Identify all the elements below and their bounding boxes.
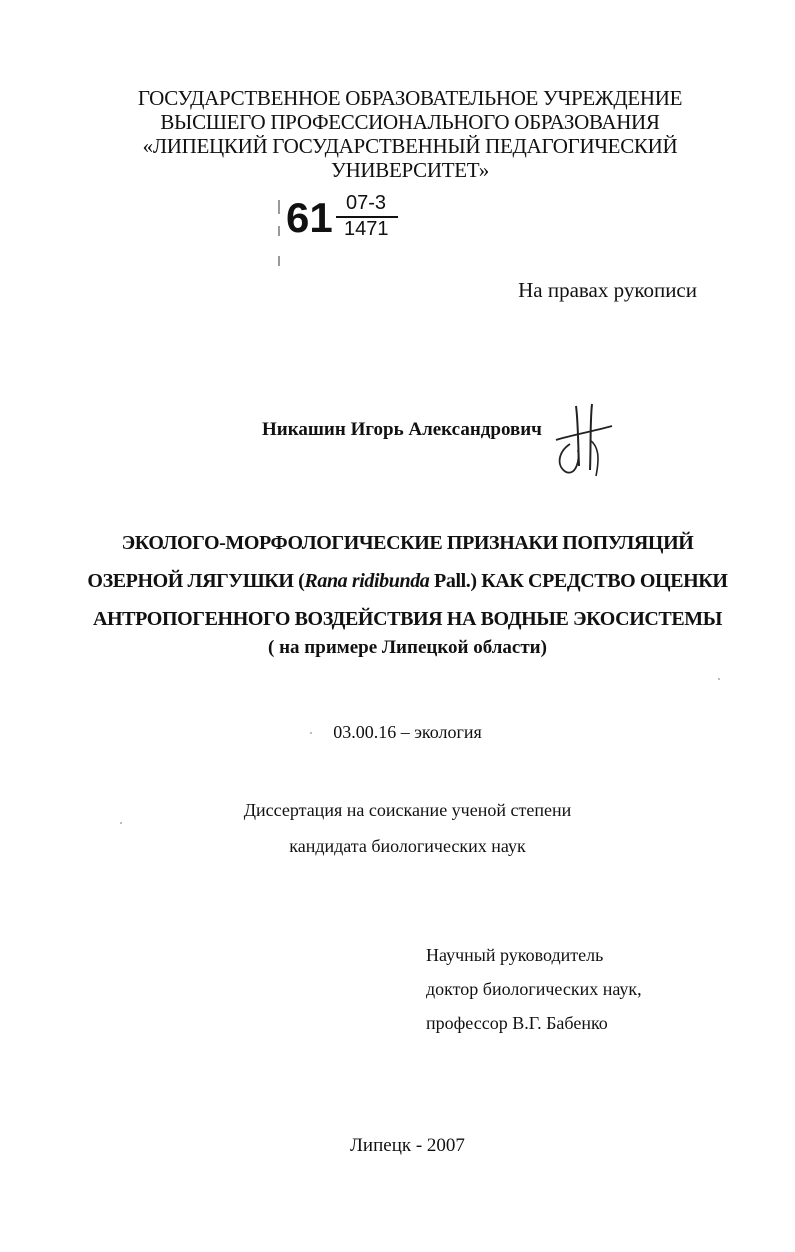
scan-speck [120, 822, 122, 824]
species-name: Rana ridibunda [304, 570, 430, 592]
margin-tick-mark [278, 200, 280, 214]
archive-code-denominator: 1471 [344, 218, 389, 240]
archive-code-stamp [286, 192, 426, 244]
supervisor-block [426, 938, 642, 1040]
specialty-code: 03.00.16 – экология [333, 722, 482, 742]
title-line [60, 562, 755, 600]
archive-code-numerator: 07-3 [346, 192, 387, 214]
degree-line: кандидата биологических наук [289, 836, 526, 856]
institution-header [100, 86, 720, 182]
archive-code-main: 61 [286, 194, 333, 241]
scan-speck [310, 732, 312, 734]
supervisor-degree: доктор биологических наук, [426, 979, 642, 999]
degree-line: Диссертация на соискание ученой степени [243, 800, 572, 820]
supervisor-role: Научный руководитель [426, 945, 604, 965]
rights-note: На правах рукописи [518, 278, 697, 302]
institution-line: «ЛИПЕЦКИЙ ГОСУДАРСТВЕННЫЙ ПЕДАГОГИЧЕСКИЙ [142, 134, 678, 158]
institution-line: ВЫСШЕГО ПРОФЕССИОНАЛЬНОГО ОБРАЗОВАНИЯ [160, 110, 660, 134]
scan-speck [718, 678, 720, 680]
city-year: Липецк - 2007 [350, 1135, 465, 1156]
author-name: Никашин Игорь Александрович [262, 419, 542, 440]
degree-statement [160, 792, 655, 864]
margin-tick-mark [278, 256, 280, 266]
title-line-part: Pall.) КАК СРЕДСТВО ОЦЕНКИ [429, 570, 728, 592]
title-line-part: ОЗЕРНОЙ ЛЯГУШКИ ( [87, 570, 305, 592]
title-line: АНТРОПОГЕННОГО ВОЗДЕЙСТВИЯ НА ВОДНЫЕ ЭКОСИСТЕМЫ [92, 608, 723, 630]
author-signature [548, 400, 618, 480]
institution-line: ГОСУДАРСТВЕННОЕ ОБРАЗОВАТЕЛЬНОЕ УЧРЕЖДЕНИЕ [137, 86, 683, 110]
title-line: ЭКОЛОГО-МОРФОЛОГИЧЕСКИЕ ПРИЗНАКИ ПОПУЛЯЦИЙ [121, 532, 694, 554]
institution-line: УНИВЕРСИТЕТ» [331, 158, 489, 182]
dissertation-subtitle: ( на примере Липецкой области) [268, 637, 547, 658]
dissertation-title [60, 524, 755, 638]
margin-tick-mark [278, 226, 280, 236]
supervisor-name: профессор В.Г. Бабенко [426, 1013, 608, 1033]
